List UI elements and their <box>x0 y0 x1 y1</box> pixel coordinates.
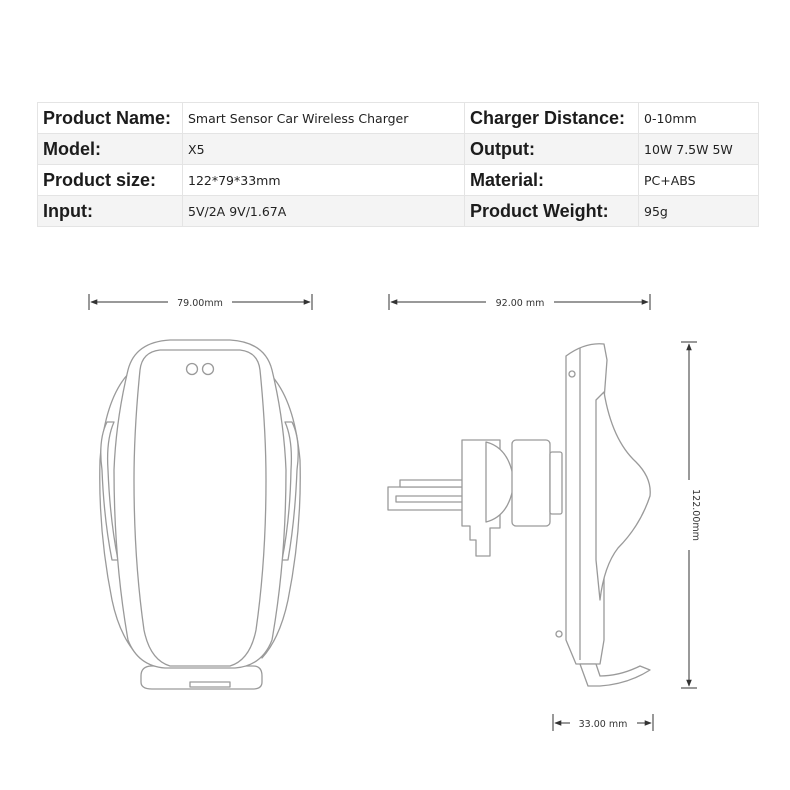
mount-collar <box>512 440 550 526</box>
sensor-dot <box>203 364 214 375</box>
mount-collar-ring <box>550 452 562 514</box>
side-depth-label: 92.00 mm <box>495 298 545 309</box>
spec-label: Product Name: <box>38 103 183 134</box>
spec-value: 122*79*33mm <box>183 165 465 196</box>
front-panel <box>134 350 266 666</box>
ball-joint <box>486 442 514 522</box>
vent-clip-upper <box>400 480 468 487</box>
side-view <box>388 344 650 686</box>
spec-label: Product Weight: <box>465 196 639 227</box>
side-dot <box>569 371 575 377</box>
base-hinge <box>190 682 230 687</box>
spec-label: Charger Distance: <box>465 103 639 134</box>
side-wing <box>596 392 650 600</box>
side-dot <box>556 631 562 637</box>
spec-label: Input: <box>38 196 183 227</box>
spec-value: 95g <box>639 196 759 227</box>
front-width-label: 79.00mm <box>177 298 223 309</box>
thickness-label: 33.00 mm <box>578 719 628 730</box>
spec-value: 0-10mm <box>639 103 759 134</box>
height-label: 122.00mm <box>690 489 701 541</box>
vent-clip <box>388 487 470 510</box>
bottom-hook <box>580 664 650 686</box>
spec-label: Product size: <box>38 165 183 196</box>
front-view <box>100 340 301 689</box>
spec-value: PC+ABS <box>639 165 759 196</box>
spec-value: 10W 7.5W 5W <box>639 134 759 165</box>
spec-value: Smart Sensor Car Wireless Charger <box>183 103 465 134</box>
spec-value: 5V/2A 9V/1.67A <box>183 196 465 227</box>
spec-label: Material: <box>465 165 639 196</box>
sensor-dot <box>187 364 198 375</box>
spec-value: X5 <box>183 134 465 165</box>
spec-label: Model: <box>38 134 183 165</box>
spec-label: Output: <box>465 134 639 165</box>
